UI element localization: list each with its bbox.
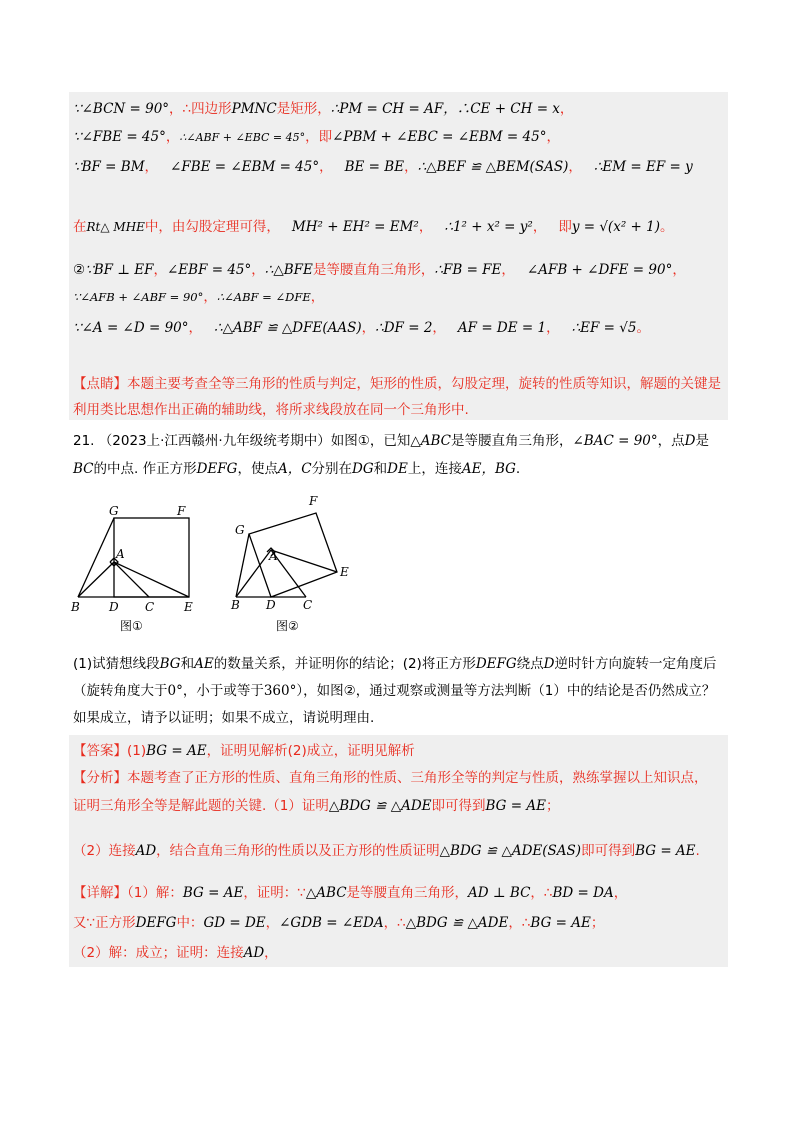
fig2-label-F: F — [309, 494, 318, 508]
solution-line-2: ∵∠FBE = 45°，∴∠ABF + ∠EBC = 45°，即∠PBM + ∠EBC = ∠EBM = 45°， — [73, 129, 560, 145]
analysis-line-1: 【分析】本题考查了正方形的性质、直角三角形的性质、三角形全等的判定与性质，熟练掌握以上知识点， — [73, 770, 708, 786]
figure-2 — [224, 488, 364, 640]
detail-line-2: 又∵正方形DEFG中：GD = DE，∠GDB = ∠EDA，∴△BDG ≌ △ADE，∴BG = AE； — [73, 915, 605, 931]
fig1-caption: 图① — [120, 619, 143, 633]
solution-line-4: 在Rt△ MHE中，由勾股定理可得， MH² + EH² = EM²， ∴1² + x² = y²， 即y = √(x² + 1)。 — [73, 219, 674, 235]
answer-line: 【答案】(1)BG = AE，证明见解析(2)成立，证明见解析 — [73, 743, 415, 759]
fig2-label-A: A — [269, 549, 278, 563]
solution-line-6: ∵∠AFB + ∠ABF = 90°，∴∠ABF = ∠DFE， — [73, 289, 325, 305]
fig1-label-B: B — [71, 600, 80, 614]
fig1-label-D: D — [109, 600, 119, 614]
fig1-label-G: G — [109, 504, 119, 518]
figure-1 — [66, 500, 206, 640]
fig1-label-F: F — [177, 504, 186, 518]
fig1-label-E: E — [184, 600, 193, 614]
solution-comment: 【点睛】本题主要考查全等三角形的性质与判定，矩形的性质，勾股定理，旋转的性质等知识，解题的关键是利用类比思想作出正确的辅助线，将所求线段放在同一个三角形中. — [73, 376, 721, 418]
fig2-caption: 图② — [276, 619, 299, 633]
fig1-label-C: C — [145, 600, 155, 614]
fig2-label-D: D — [266, 598, 276, 612]
analysis-line-3: （2）连接AD，结合直角三角形的性质以及正方形的性质证明△BDG ≌ △ADE(SAS)即可得到BG = AE. — [73, 843, 700, 859]
solution-line-5: ②∵BF ⊥ EF，∠EBF = 45°，∴△BFE是等腰直角三角形，∴FB = FE， ∠AFB + ∠DFE = 90°， — [73, 262, 686, 278]
solution-line-3: ∵BF = BM， ∠FBE = ∠EBM = 45°， BE = BE，∴△BEF ≌ △BEM(SAS)， ∴EM = EF = y — [73, 159, 693, 175]
analysis-line-2: 证明三角形全等是解此题的关键.（1）证明△BDG ≌ △ADE即可得到BG = AE； — [73, 798, 560, 814]
question-21-stem: 21. （2023上·江西赣州·九年级统考期中）如图①，已知△ABC是等腰直角三角形，∠BAC = 90°，点D是BC的中点. 作正方形DEFG，使点A，C分别在DG和DE上，连接AE，BG. — [73, 433, 709, 477]
solution-line-7: ∵∠A = ∠D = 90°， ∴△ABF ≌ △DFE(AAS)，∴DF = 2， AF = DE = 1， ∴EF = √5。 — [73, 320, 650, 336]
solution-line-1: ∵∠BCN = 90°，∴四边形PMNC是矩形，∴PM = CH = AF，∴CE + CH = x， — [73, 101, 574, 117]
fig2-label-C: C — [303, 598, 313, 612]
fig2-label-E: E — [340, 565, 349, 579]
detail-line-1: 【详解】（1）解：BG = AE，证明：∵△ABC是等腰直角三角形，AD ⊥ BC，∴BD = DA， — [73, 885, 628, 901]
fig2-label-B: B — [231, 598, 240, 612]
detail-line-3: （2）解：成立；证明：连接AD， — [73, 945, 278, 961]
fig2-label-G: G — [235, 523, 245, 537]
question-21-asks: (1)试猜想线段BG和AE的数量关系，并证明你的结论；(2)将正方形DEFG绕点D逆时针方向旋转一定角度后（旋转角度大于0°，小于或等于360°），如图②，通过观察或测量等方法判断（1）中的结论是否仍然成立？如果成立，请予以证明；如果不成立，请说明理由. — [73, 656, 717, 726]
fig1-label-A: A — [116, 547, 125, 561]
